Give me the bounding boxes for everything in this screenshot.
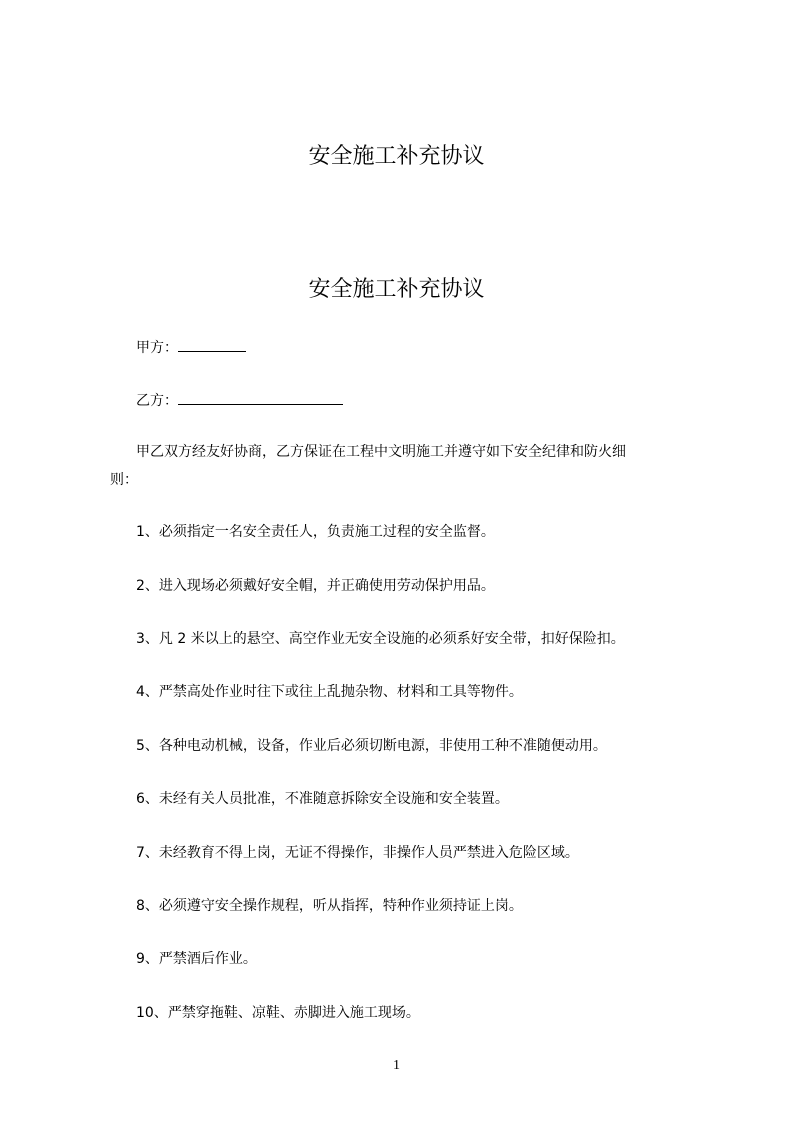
rule-item: 8、必须遵守安全操作规程，听从指挥，特种作业须持证上岗。: [136, 898, 523, 914]
intro-paragraph: [110, 442, 710, 490]
party-b-line: [136, 390, 343, 411]
rule-item: 10、严禁穿拖鞋、凉鞋、赤脚进入施工现场。: [136, 1005, 420, 1021]
party-a-line: [136, 337, 246, 358]
page-number: 1: [393, 1058, 400, 1073]
rule-item: 9、严禁酒后作业。: [136, 951, 257, 967]
party-b-blank: [178, 390, 343, 405]
document-title: 安全施工补充协议: [308, 277, 485, 302]
rule-item: 3、凡 2 米以上的悬空、高空作业无安全设施的必须系好安全带，扣好保险扣。: [136, 631, 625, 647]
rule-item: 7、未经教育不得上岗，无证不得操作，非操作人员严禁进入危险区域。: [136, 845, 579, 861]
party-a-blank: [178, 337, 246, 352]
rule-item: 1、必须指定一名安全责任人，负责施工过程的安全监督。: [136, 524, 495, 540]
intro-line-2: 则：: [110, 472, 138, 488]
rule-item: 4、严禁高处作业时往下或往上乱抛杂物、材料和工具等物件。: [136, 684, 523, 700]
intro-line-1: 甲乙双方经友好协商，乙方保证在工程中文明施工并遵守如下安全纪律和防火细: [136, 444, 626, 460]
party-a-label: 甲方：: [136, 340, 178, 356]
rule-item: 5、各种电动机械，设备，作业后必须切断电源，非使用工种不准随便动用。: [136, 738, 607, 754]
header-title: 安全施工补充协议: [308, 144, 485, 169]
rule-item: 2、进入现场必须戴好安全帽，并正确使用劳动保护用品。: [136, 578, 495, 594]
rule-item: 6、未经有关人员批准，不准随意拆除安全设施和安全装置。: [136, 791, 509, 807]
party-b-label: 乙方：: [136, 393, 178, 409]
